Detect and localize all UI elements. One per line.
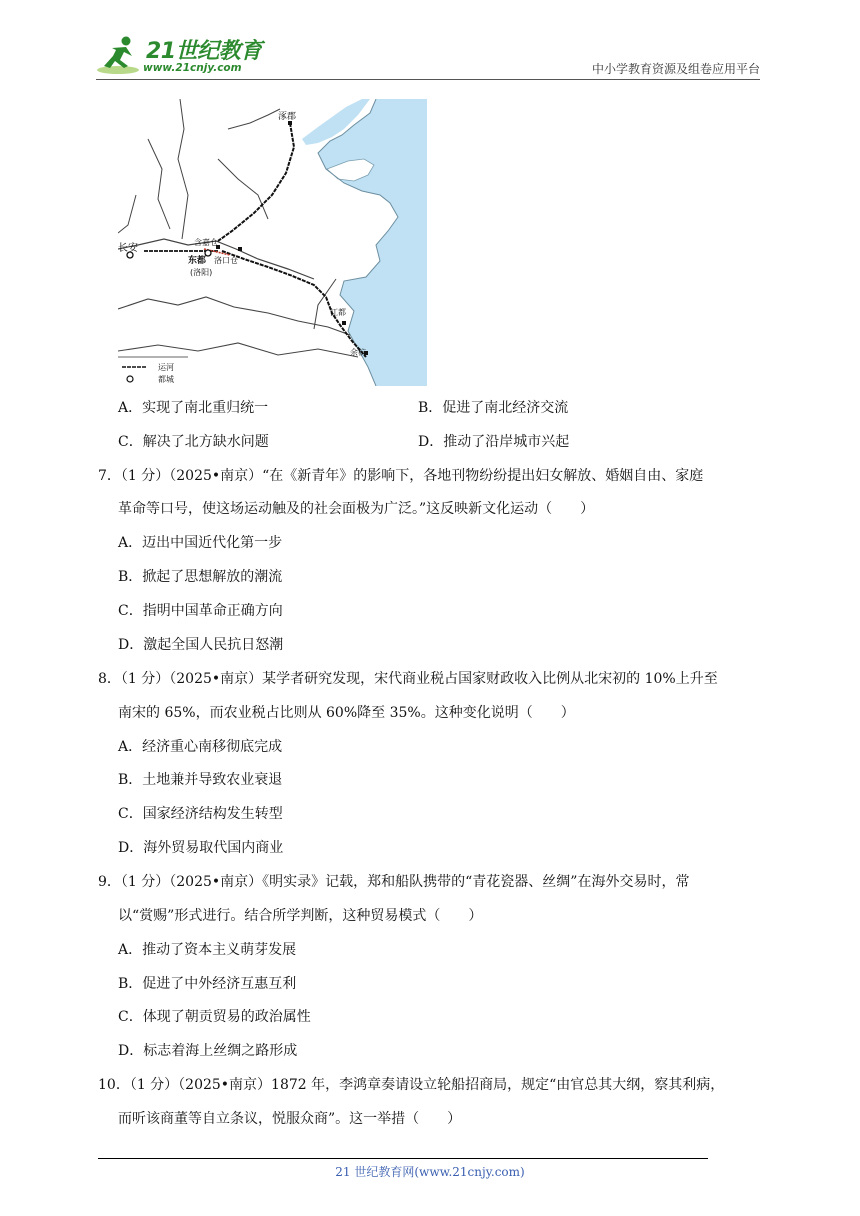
q7-stem-line2: 革命等口号，使这场运动触及的社会面极为广泛。”这反映新文化运动（ ） <box>118 501 595 517</box>
q7-stem-line1: 7．（1 分）（2025•南京）“在《新青年》的影响下，各地刊物纷纷提出妇女解放、婚姻自由、家庭 <box>98 468 704 484</box>
q10-stem-line2: 而听该商董等自立条议，悦服众商”。这一举措（ ） <box>118 1111 462 1127</box>
page-header <box>96 34 760 80</box>
q8-option-b: B．土地兼并导致农业衰退 <box>118 772 283 788</box>
label-yuhang: 余杭 <box>350 348 366 357</box>
label-zhuojun: 涿郡 <box>278 112 297 122</box>
q8-option-a: A．经济重心南移彻底完成 <box>118 739 283 755</box>
legend-canal-label: 运河 <box>158 363 174 372</box>
footer-divider <box>98 1158 708 1159</box>
q7-option-c: C．指明中国革命正确方向 <box>118 603 283 619</box>
q6-option-b: B．促进了南北经济交流 <box>418 400 569 416</box>
label-luoyang: (洛阳) <box>190 268 213 277</box>
logo-text: 21世纪教育 <box>146 39 262 64</box>
q8-stem-line1: 8．（1 分）（2025•南京）某学者研究发现，宋代商业税占国家财政收入比例从北宋初的 10%上升至 <box>98 671 718 687</box>
q6-option-d: D．推动了沿岸城市兴起 <box>418 434 570 450</box>
runner-icon <box>96 34 144 76</box>
map-graphic <box>118 99 427 386</box>
header-divider <box>96 79 760 80</box>
q9-option-c: C．体现了朝贡贸易的政治属性 <box>118 1009 311 1025</box>
q7-option-a: A．迈出中国近代化第一步 <box>118 535 283 551</box>
label-luokou: 洛口仓 <box>214 256 238 265</box>
legend-capital-swatch <box>127 376 133 382</box>
site-logo[interactable] <box>96 34 266 76</box>
q6-option-a: A．实现了南北重归统一 <box>118 400 269 416</box>
label-changan: 长安 <box>118 243 138 254</box>
label-jiangdu: 江都 <box>330 308 346 317</box>
q9-stem-line2: 以“赏赐”形式进行。结合所学判断，这种贸易模式（ ） <box>118 908 483 924</box>
q9-option-b: B．促进了中外经济互惠互利 <box>118 976 297 992</box>
q10-stem-line1: 10．（1 分）（2025•南京）1872 年，李鸿章奏请设立轮船招商局，规定“由官总其大纲，察其利病， <box>98 1077 725 1093</box>
q8-stem-line2: 南宋的 65%，而农业税占比则从 60%降至 35%。这种变化说明（ ） <box>118 705 575 721</box>
label-dongdu: 东都 <box>188 256 207 266</box>
q9-stem-line1: 9．（1 分）（2025•南京）《明实录》记载，郑和船队携带的“青花瓷器、丝绸”在海外交易时，常 <box>98 874 690 890</box>
q7-option-b: B．掀起了思想解放的潮流 <box>118 569 283 585</box>
logo-url: www.21cnjy.com <box>143 62 242 74</box>
q8-option-c: C．国家经济结构发生转型 <box>118 806 283 822</box>
grand-canal-map <box>118 99 427 386</box>
label-hanjia: 含嘉仓 <box>194 238 218 247</box>
footer-link[interactable]: 21 世纪教育网(www.21cnjy.com) <box>335 1165 525 1179</box>
q6-option-c: C．解决了北方缺水问题 <box>118 434 269 450</box>
q9-option-a: A．推动了资本主义萌芽发展 <box>118 942 297 958</box>
q7-option-d: D．激起全国人民抗日怒潮 <box>118 637 284 653</box>
platform-name: 中小学教育资源及组卷应用平台 <box>591 62 760 76</box>
legend-capital-label: 都城 <box>158 375 174 384</box>
q9-option-d: D．标志着海上丝绸之路形成 <box>118 1043 298 1059</box>
q8-option-d: D．海外贸易取代国内商业 <box>118 840 284 856</box>
